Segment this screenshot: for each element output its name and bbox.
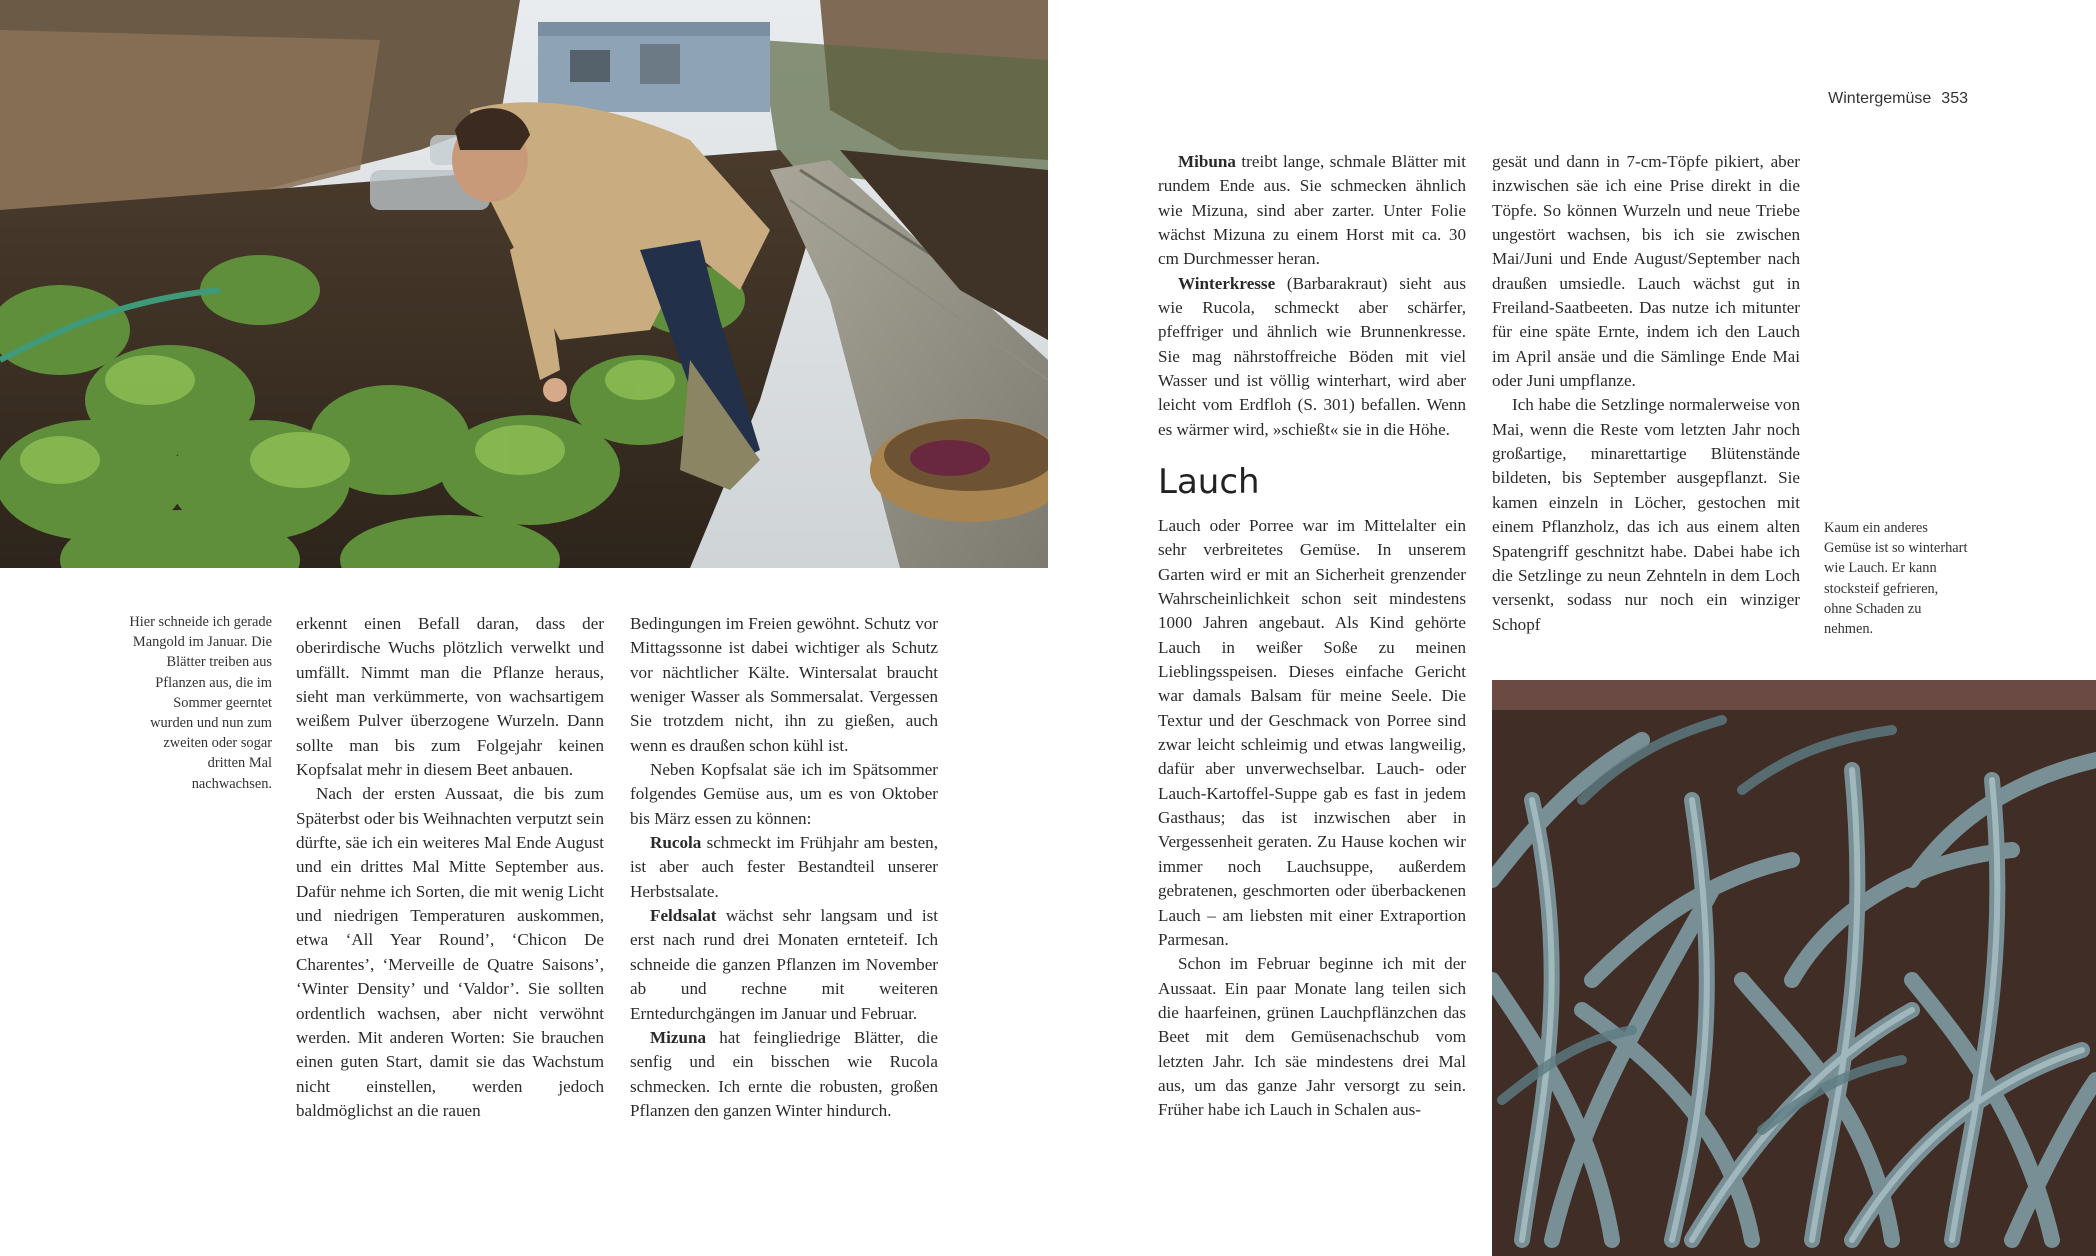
text-column-3-top [1158,150,1466,442]
entry-text: (Barbarakraut) sieht aus wie Rucola, schmeckt aber schärfer, pfeffriger und ähnlich wie Brunnenkresse. Sie mag nährstoffreiche Böden mit viel Wasser und ist völlig winterhart, wird aber leicht vom Erdfloh (S. 301) befallen. Wenn es wärmer wird, »schießt« sie in die Höhe. [1158,273,1466,439]
entry-rucola [630,831,938,904]
paragraph: gesät und dann in 7-cm-Töpfe pikiert, aber inzwischen säe ich eine Prise direkt in die Töpfe. So können Wurzeln und neue Triebe ungestört wachsen, bis ich sie zwischen Mai/Juni und Ende August/September nach draußen umsiedle. Lauch wächst gut in Freiland-Saatbeeten. Das nutze ich mitunter für eine späte Ernte, indem ich den Lauch im April ansäe und die Sämlinge Ende Mai oder Juni umpflanze. [1492,152,1800,391]
paragraph: Neben Kopfsalat säe ich im Spätsommer folgendes Gemüse aus, um es von Oktober bis März essen zu können: [630,760,938,828]
entry-winterkresse [1158,272,1466,442]
caption-chard: Hier schneide ich gerade Mangold im Januar. Die Blätter treiben aus Pflanzen aus, die im Sommer geerntet wurden und nun zum zweiten oder sogar dritten Mal nachwachsen. [129,614,272,792]
term-winterkresse: Winterkresse [1178,273,1276,293]
running-head-section: Wintergemüse [1828,90,1932,107]
term-mibuna: Mibuna [1178,152,1236,171]
paragraph: Ich habe die Setzlinge normalerweise von Mai, wenn die Reste vom letzten Jahr noch großartige, minarettartige Blütenstände bildeten, bis September ausgepflanzt. Sie kamen einzeln in Löcher, gestochen mit einem Pflanzholz, das ich aus einem alten Spatengriff geschnitzt habe. Dabei habe ich die Setzlinge zu neun Zehnteln in dem Loch versenkt, sodass nur noch ein winziger Schopf [1492,395,1800,634]
running-head [1778,90,1968,108]
entry-text: hat feingliedrige Blätter, die senfig und ein bisschen wie Rucola schmecken. Ich ernte die robusten, großen Pflanzen den ganzen Winter hindurch. [630,1027,938,1120]
leek-bed-illustration [1492,680,2096,1256]
photo-leek-bed [1492,680,2096,1256]
entry-text: wächst sehr langsam und ist erst nach rund drei Monaten ernteteif. Ich schneide die ganzen Pflanzen im November ab und rechne mit weiteren Erntedurchgängen im Januar und Februar. [630,906,938,1023]
entry-mizuna [630,1026,938,1123]
paragraph: Lauch oder Porree war im Mittelalter ein sehr verbreitetes Gemüse. In unserem Garten wird er mit an Sicherheit grenzender Wahrscheinlichkeit schon seit mindestens 1000 Jahren angebaut. Als Kind gehörte Lauch in weißer Soße zu meinen Lieblingsspeisen. Dieses einfache Gericht war damals Balsam für meine Seele. Die Textur und der Geschmack von Porree sind zwar leicht schleimig und etwas langweilig, dafür aber unverwechselbar. Lauch- oder Lauch-Kartoffel-Suppe gab es fast in jedem Gasthaus; das ist inzwischen aber in Vergessenheit geraten. Zu Hause kochen wir immer noch Lauchsuppe, außerdem gebratenen, geschmorten oder überbackenen Lauch – am liebsten mit einer Extraportion Parmesan. [1158,516,1466,949]
entry-mibuna [1158,150,1466,272]
text-column-3-bottom [1158,514,1466,1123]
term-rucola: Rucola [650,833,702,853]
text-column-4 [1492,150,1800,637]
paragraph: Bedingungen im Freien gewöhnt. Schutz vor Mittagssonne ist dabei wichtiger als Schutz vor nächtlicher Kälte. Wintersalat braucht weniger Wasser als Sommersalat. Vergessen Sie trotzdem nicht, ihn zu gießen, auch wenn es draußen schon kühl ist. [630,614,938,755]
paragraph: Schon im Februar beginne ich mit der Aussaat. Ein paar Monate lang teilen sich die haarfeinen, grünen Lauchpflänzchen das Beet mit dem Gemüsenachschub vom letzten Jahr. Ich säe mindestens drei Mal aus, um das ganze Jahr versorgt zu sein. Früher habe ich Lauch in Schalen aus- [1158,954,1466,1120]
entry-feldsalat [630,904,938,1026]
section-heading-lauch: Lauch [1158,462,1260,502]
paragraph: Nach der ersten Aussaat, die bis zum Späterbst oder bis Weihnachten verputzt sein dürfte, säe ich ein weiteres Mal Ende August und ein drittes Mal Mitte September aus. Dafür nehme ich Sorten, die mit wenig Licht und niedrigen Temperaturen auskommen, etwa ‘All Year Round’, ‘Chicon De Charentes’, ‘Merveille de Quatre Saisons’, ‘Winter Density’ und ‘Valdor’. Sie sollten ordentlich wachsen, aber nicht verwöhnt werden. Mit anderen Worten: Sie brauchen einen guten Start, damit sie das Wachstum nicht einstellen, werden jedoch baldmöglichst an die rauen [296,784,604,1120]
entry-text: treibt lange, schmale Blätter mit rundem Ende aus. Sie schmecken ähnlich wie Mizuna, sind aber zarter. Unter Folie wächst Mizuna zu einem Horst mit ca. 30 cm Durchmesser heran. [1158,152,1466,269]
garden-scene-illustration [0,0,1048,568]
photo-gardener-chard [0,0,1048,568]
caption-leek: Kaum ein anderes Gemüse ist so winterhart wie Lauch. Er kann stocksteif gefrieren, ohne Schaden zu nehmen. [1824,520,1968,638]
paragraph: erkennt einen Befall daran, dass der oberirdische Wuchs plötzlich verwelkt und umfällt. Nimmt man die Pflanze heraus, sieht man verkümmerte, von wachsartigem weißem Pulver überzogene Wurzeln. Dann sollte man bis zum Folgejahr keinen Kopfsalat mehr in diesem Beet anbauen. [296,614,604,780]
page-number: 353 [1941,90,1968,107]
entry-text: schmeckt im Frühjahr am besten, ist aber auch fester Bestandteil unserer Herbstsalate. [630,833,938,901]
text-column-2 [630,612,938,1123]
term-mizuna: Mizuna [650,1027,707,1047]
term-feldsalat: Feldsalat [650,906,717,926]
text-column-1 [296,612,604,1123]
